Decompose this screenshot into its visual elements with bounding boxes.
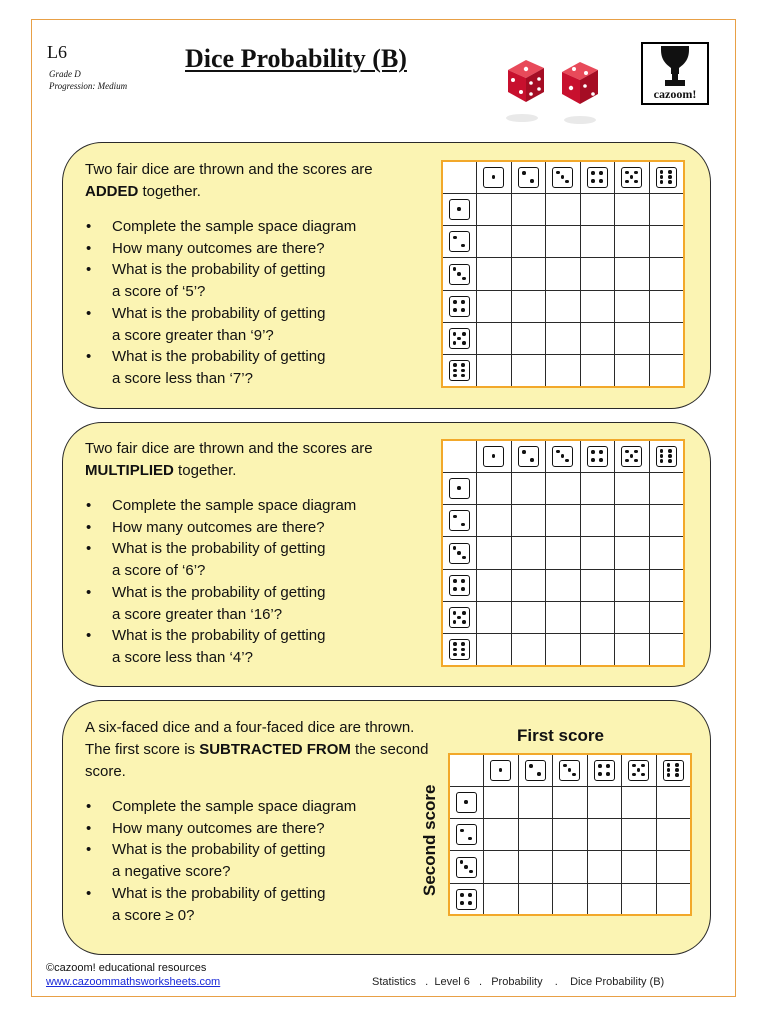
grid-row xyxy=(449,851,691,883)
grid-row-header xyxy=(442,258,477,290)
grid-row-header xyxy=(442,569,477,601)
question-bullet xyxy=(85,538,425,581)
grid-answer-cell[interactable] xyxy=(587,819,622,851)
grid-answer-cell[interactable] xyxy=(656,851,691,883)
grid-row xyxy=(449,786,691,818)
bullet-line: • What is the probability of getting xyxy=(112,261,326,279)
grid-answer-cell[interactable] xyxy=(580,472,615,504)
bullet-line: • How many outcomes are there? xyxy=(112,518,325,536)
bullet-line: a score of ‘5’? xyxy=(112,283,206,301)
grid-answer-cell[interactable] xyxy=(649,322,684,354)
die-face-2-icon xyxy=(518,446,539,467)
grid-answer-cell[interactable] xyxy=(649,634,684,666)
grid-column-header xyxy=(622,754,657,786)
grid-answer-cell[interactable] xyxy=(511,537,546,569)
trophy-icon xyxy=(641,42,709,90)
grid-row-header xyxy=(442,472,477,504)
question-bullet xyxy=(85,839,430,882)
question-text-added xyxy=(85,159,425,390)
grid-column-header xyxy=(587,754,622,786)
grid-row xyxy=(442,193,684,225)
grid-answer-cell[interactable] xyxy=(477,193,512,225)
die-face-2-icon xyxy=(456,824,477,845)
die-face-2-icon xyxy=(525,760,546,781)
bullet-line: • How many outcomes are there? xyxy=(112,819,325,837)
grid-answer-cell[interactable] xyxy=(511,505,546,537)
grid-answer-cell[interactable] xyxy=(511,290,546,322)
question-bullet xyxy=(85,346,425,389)
grid-column-header xyxy=(511,161,546,193)
die-face-5-icon xyxy=(628,760,649,781)
grid-answer-cell[interactable] xyxy=(546,601,581,633)
grid-answer-cell[interactable] xyxy=(546,537,581,569)
die-face-5-icon xyxy=(621,167,642,188)
question-intro: Two fair dice are thrown and the scores are MULTIPLIED together. xyxy=(85,440,373,479)
bullet-line: a score less than ‘7’? xyxy=(112,369,253,387)
grid-answer-cell[interactable] xyxy=(477,322,512,354)
grid-answer-cell[interactable] xyxy=(518,786,553,818)
grid-answer-cell[interactable] xyxy=(477,472,512,504)
question-bullet xyxy=(85,303,425,346)
page-title: Dice Probability (B) xyxy=(185,44,407,73)
grid-row-header xyxy=(449,883,484,915)
grade-label: Grade D xyxy=(49,69,81,79)
grid-answer-cell[interactable] xyxy=(580,537,615,569)
question-bullet xyxy=(85,818,430,840)
die-face-1-icon xyxy=(483,167,504,188)
grid-answer-cell[interactable] xyxy=(477,355,512,387)
bullet-line: • What is the probability of getting xyxy=(112,627,326,645)
die-face-2-icon xyxy=(449,510,470,531)
grid-column-header xyxy=(615,440,650,472)
die-face-4-icon xyxy=(587,167,608,188)
question-bullet xyxy=(85,517,425,539)
grid-column-header xyxy=(518,754,553,786)
grid-answer-cell[interactable] xyxy=(649,355,684,387)
bullet-line: • What is the probability of getting xyxy=(112,841,326,859)
die-face-3-icon xyxy=(449,543,470,564)
question-bullet xyxy=(85,495,425,517)
die-face-2-icon xyxy=(449,231,470,252)
grid-row-header xyxy=(442,505,477,537)
grid-answer-cell[interactable] xyxy=(615,290,650,322)
question-text-multiplied xyxy=(85,438,425,669)
grid-answer-cell[interactable] xyxy=(477,290,512,322)
die-face-6-icon xyxy=(449,360,470,381)
bullet-line: • What is the probability of getting xyxy=(112,884,326,902)
grid-answer-cell[interactable] xyxy=(477,226,512,258)
progression-label: Progression: Medium xyxy=(49,81,128,91)
grid-answer-cell[interactable] xyxy=(511,258,546,290)
grid-answer-cell[interactable] xyxy=(649,258,684,290)
die-face-1-icon xyxy=(456,792,477,813)
grid-row-header xyxy=(449,786,484,818)
footer-breadcrumb: Statistics . Level 6 . Probability . Dice Probability (B) xyxy=(372,976,665,988)
grid-row xyxy=(442,290,684,322)
grid-answer-cell[interactable] xyxy=(511,472,546,504)
grid-column-header xyxy=(477,161,512,193)
grid-answer-cell[interactable] xyxy=(615,258,650,290)
grid-column-header xyxy=(656,754,691,786)
grid-row-header xyxy=(449,851,484,883)
grid-answer-cell[interactable] xyxy=(518,819,553,851)
die-face-3-icon xyxy=(449,264,470,285)
grid-answer-cell[interactable] xyxy=(622,883,657,915)
grid-answer-cell[interactable] xyxy=(580,505,615,537)
grid-answer-cell[interactable] xyxy=(580,290,615,322)
grid-answer-cell[interactable] xyxy=(649,226,684,258)
grid-answer-cell[interactable] xyxy=(546,290,581,322)
grid-answer-cell[interactable] xyxy=(580,634,615,666)
grid-answer-cell[interactable] xyxy=(615,505,650,537)
grid-row xyxy=(442,258,684,290)
grid-row-header xyxy=(442,226,477,258)
die-face-1-icon xyxy=(483,446,504,467)
grid-answer-cell[interactable] xyxy=(477,537,512,569)
grid-answer-cell[interactable] xyxy=(615,472,650,504)
logo-text: cazoom! xyxy=(653,87,697,101)
grid-column-header xyxy=(649,440,684,472)
grid-row xyxy=(442,634,684,666)
grid-row xyxy=(442,226,684,258)
grid-answer-cell[interactable] xyxy=(553,786,588,818)
grid-row-header xyxy=(449,819,484,851)
die-face-3-icon xyxy=(559,760,580,781)
die-face-1-icon xyxy=(449,199,470,220)
grid-answer-cell[interactable] xyxy=(484,819,519,851)
grid-answer-cell[interactable] xyxy=(580,226,615,258)
question-bullets xyxy=(85,796,430,926)
die-face-5-icon xyxy=(449,328,470,349)
bullet-line: • Complete the sample space diagram xyxy=(112,497,357,514)
second-score-label: Second score xyxy=(420,784,439,896)
grid-answer-cell[interactable] xyxy=(477,569,512,601)
grid-answer-cell[interactable] xyxy=(615,601,650,633)
grid-answer-cell[interactable] xyxy=(580,258,615,290)
die-face-3-icon xyxy=(456,857,477,878)
sample-space-grid-subtracted xyxy=(448,753,692,916)
grid-answer-cell[interactable] xyxy=(553,883,588,915)
grid-answer-cell[interactable] xyxy=(587,851,622,883)
die-face-4-icon xyxy=(594,760,615,781)
question-bullet xyxy=(85,625,425,668)
grid-row xyxy=(449,883,691,915)
grid-answer-cell[interactable] xyxy=(477,601,512,633)
grid-row xyxy=(442,322,684,354)
grid-answer-cell[interactable] xyxy=(580,569,615,601)
grid-answer-cell[interactable] xyxy=(477,505,512,537)
grid-column-header xyxy=(580,440,615,472)
grid-answer-cell[interactable] xyxy=(649,569,684,601)
red-dice-icon xyxy=(500,50,610,130)
grid-answer-cell[interactable] xyxy=(622,819,657,851)
grid-row xyxy=(442,505,684,537)
question-bullets xyxy=(85,216,425,390)
grid-row-header xyxy=(442,634,477,666)
grid-answer-cell[interactable] xyxy=(511,601,546,633)
die-face-4-icon xyxy=(587,446,608,467)
grid-answer-cell[interactable] xyxy=(484,883,519,915)
grid-answer-cell[interactable] xyxy=(615,634,650,666)
bullet-line: • What is the probability of getting xyxy=(112,304,326,322)
grid-answer-cell[interactable] xyxy=(622,786,657,818)
grid-answer-cell[interactable] xyxy=(518,883,553,915)
grid-corner-cell xyxy=(449,754,484,786)
grid-row-header xyxy=(442,290,477,322)
grid-answer-cell[interactable] xyxy=(511,355,546,387)
die-face-6-icon xyxy=(656,446,677,467)
grid-answer-cell[interactable] xyxy=(615,193,650,225)
grid-answer-cell[interactable] xyxy=(649,505,684,537)
first-score-label: First score xyxy=(517,726,604,745)
level-label: L6 xyxy=(47,42,67,62)
bullet-line: • What is the probability of getting xyxy=(112,540,326,558)
bullet-line: a score ≥ 0? xyxy=(112,906,195,924)
grid-answer-cell[interactable] xyxy=(615,537,650,569)
grid-answer-cell[interactable] xyxy=(477,634,512,666)
die-face-4-icon xyxy=(449,296,470,317)
grid-answer-cell[interactable] xyxy=(656,786,691,818)
grid-answer-cell[interactable] xyxy=(511,226,546,258)
grid-column-header xyxy=(477,440,512,472)
grid-column-header xyxy=(553,754,588,786)
grid-answer-cell[interactable] xyxy=(511,569,546,601)
bullet-line: a score greater than ‘16’? xyxy=(112,605,283,623)
grid-answer-cell[interactable] xyxy=(546,226,581,258)
grid-answer-cell[interactable] xyxy=(580,193,615,225)
sample-space-grid-multiplied xyxy=(441,439,685,667)
question-bullet xyxy=(85,259,425,302)
grid-answer-cell[interactable] xyxy=(615,226,650,258)
grid-answer-cell[interactable] xyxy=(615,322,650,354)
bullet-line: • What is the probability of getting xyxy=(112,348,326,366)
grid-answer-cell[interactable] xyxy=(587,883,622,915)
bullet-line: • Complete the sample space diagram xyxy=(112,218,357,235)
die-face-4-icon xyxy=(456,889,477,910)
grid-answer-cell[interactable] xyxy=(546,193,581,225)
grid-answer-cell[interactable] xyxy=(615,569,650,601)
die-face-4-icon xyxy=(449,575,470,596)
grid-answer-cell[interactable] xyxy=(615,355,650,387)
grid-answer-cell[interactable] xyxy=(649,472,684,504)
grid-column-header xyxy=(511,440,546,472)
grid-answer-cell[interactable] xyxy=(580,322,615,354)
bullet-line: • Complete the sample space diagram xyxy=(112,798,357,815)
grid-column-header xyxy=(649,161,684,193)
question-bullet xyxy=(85,796,430,818)
grid-column-header xyxy=(546,161,581,193)
grid-row xyxy=(449,819,691,851)
bullet-line: • What is the probability of getting xyxy=(112,583,326,601)
grid-header-row xyxy=(449,754,691,786)
website-link[interactable]: www.cazoommathsworksheets.com xyxy=(46,976,221,988)
die-face-3-icon xyxy=(552,167,573,188)
die-face-5-icon xyxy=(621,446,642,467)
grid-row-header xyxy=(442,193,477,225)
grid-column-header xyxy=(546,440,581,472)
die-face-6-icon xyxy=(663,760,684,781)
grid-answer-cell[interactable] xyxy=(484,786,519,818)
grid-row xyxy=(442,601,684,633)
grid-row xyxy=(442,355,684,387)
grid-answer-cell[interactable] xyxy=(649,193,684,225)
grid-answer-cell[interactable] xyxy=(656,819,691,851)
grid-row-header xyxy=(442,322,477,354)
grid-column-header xyxy=(615,161,650,193)
grid-header-row xyxy=(442,440,684,472)
die-face-2-icon xyxy=(518,167,539,188)
die-face-5-icon xyxy=(449,607,470,628)
grid-answer-cell[interactable] xyxy=(546,472,581,504)
grid-answer-cell[interactable] xyxy=(622,851,657,883)
grid-answer-cell[interactable] xyxy=(511,193,546,225)
copyright-text: ©cazoom! educational resources xyxy=(46,962,207,974)
bullet-line: • How many outcomes are there? xyxy=(112,239,325,257)
question-bullet xyxy=(85,216,425,238)
question-bullet xyxy=(85,238,425,260)
grid-answer-cell[interactable] xyxy=(546,569,581,601)
grid-answer-cell[interactable] xyxy=(649,601,684,633)
question-intro: A six-faced dice and a four-faced dice are thrown. The first score is SUBTRACTED FROM the second score. xyxy=(85,719,429,780)
grid-row-header xyxy=(442,601,477,633)
die-face-1-icon xyxy=(449,478,470,499)
grid-row-header xyxy=(442,355,477,387)
question-intro: Two fair dice are thrown and the scores are ADDED together. xyxy=(85,161,373,200)
grid-answer-cell[interactable] xyxy=(511,322,546,354)
grid-answer-cell[interactable] xyxy=(546,634,581,666)
grid-answer-cell[interactable] xyxy=(649,537,684,569)
grid-answer-cell[interactable] xyxy=(656,883,691,915)
grid-corner-cell xyxy=(442,161,477,193)
bullet-line: a score less than ‘4’? xyxy=(112,648,253,666)
grid-column-header xyxy=(484,754,519,786)
grid-row xyxy=(442,569,684,601)
grid-answer-cell[interactable] xyxy=(580,601,615,633)
bullet-line: a negative score? xyxy=(112,863,231,881)
grid-answer-cell[interactable] xyxy=(477,258,512,290)
cazoom-logo xyxy=(641,42,709,105)
die-face-1-icon xyxy=(490,760,511,781)
grid-column-header xyxy=(580,161,615,193)
grid-header-row xyxy=(442,161,684,193)
grid-answer-cell[interactable] xyxy=(546,355,581,387)
sample-space-grid-added xyxy=(441,160,685,388)
bullet-line: a score of ‘6’? xyxy=(112,562,206,580)
die-face-6-icon xyxy=(656,167,677,188)
bullet-line: a score greater than ‘9’? xyxy=(112,326,274,344)
grid-answer-cell[interactable] xyxy=(511,634,546,666)
grid-answer-cell[interactable] xyxy=(546,322,581,354)
grid-answer-cell[interactable] xyxy=(546,505,581,537)
question-bullet xyxy=(85,883,430,926)
grid-row-header xyxy=(442,537,477,569)
grid-answer-cell[interactable] xyxy=(546,258,581,290)
grid-answer-cell[interactable] xyxy=(587,786,622,818)
die-face-6-icon xyxy=(449,639,470,660)
question-bullet xyxy=(85,582,425,625)
question-text-subtracted xyxy=(85,717,430,926)
grid-answer-cell[interactable] xyxy=(553,851,588,883)
red-die-left-icon xyxy=(508,60,544,102)
grid-answer-cell[interactable] xyxy=(484,851,519,883)
grid-answer-cell[interactable] xyxy=(553,819,588,851)
red-die-right-icon xyxy=(562,62,598,104)
grid-row xyxy=(442,472,684,504)
grid-answer-cell[interactable] xyxy=(518,851,553,883)
die-face-3-icon xyxy=(552,446,573,467)
grid-row xyxy=(442,537,684,569)
grid-answer-cell[interactable] xyxy=(580,355,615,387)
question-bullets xyxy=(85,495,425,669)
grid-answer-cell[interactable] xyxy=(649,290,684,322)
grid-corner-cell xyxy=(442,440,477,472)
